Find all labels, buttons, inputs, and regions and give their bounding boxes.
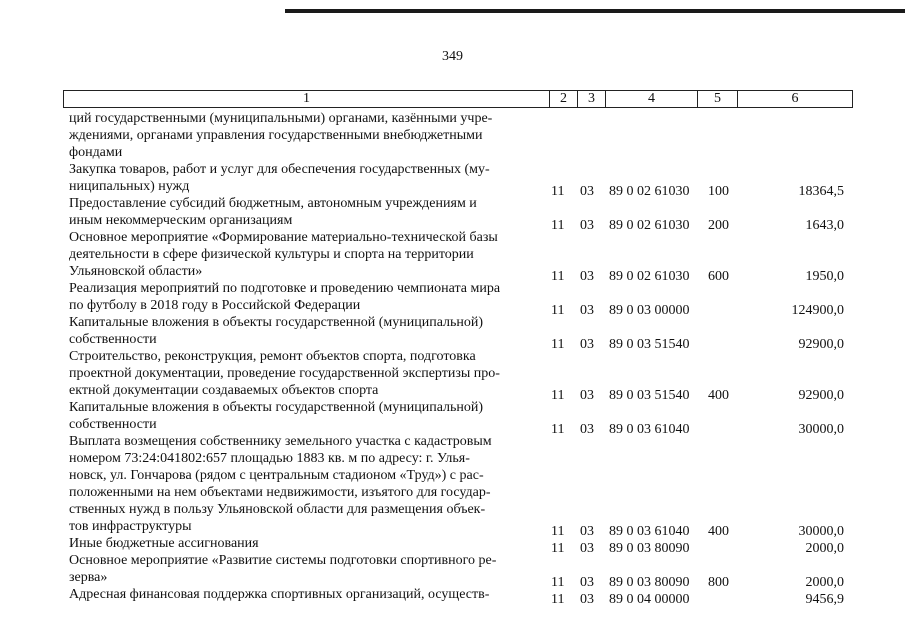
row-name [69, 161, 540, 195]
row-name-line: ниципальных) нужд [69, 179, 190, 194]
row-subsection: 03 [580, 388, 594, 403]
row-name-line: зерва» [69, 570, 108, 585]
header-col-name: 1 [64, 91, 550, 108]
row-amount: 30000,0 [798, 524, 844, 539]
row-amount: 1950,0 [805, 269, 844, 284]
row-name [69, 535, 540, 552]
table-row [0, 399, 905, 437]
row-name-line: Основное мероприятие «Формирование материально-технической базы [69, 230, 498, 245]
row-amount: 30000,0 [798, 422, 844, 437]
row-name [69, 314, 540, 348]
row-name [69, 586, 540, 603]
row-name-line: Капитальные вложения в объекты государственной (муниципальной) [69, 315, 484, 330]
row-subsection: 03 [580, 269, 594, 284]
row-expense-type: 600 [708, 269, 729, 284]
row-name [69, 552, 540, 586]
row-name-line: Предоставление субсидий бюджетным, автономным учреждениям и [69, 196, 477, 211]
row-subsection: 03 [580, 184, 594, 199]
table-row [0, 314, 905, 352]
row-target-article: 89 0 02 61030 [609, 218, 690, 233]
row-expense-type: 800 [708, 575, 729, 590]
row-name-line: собственности [69, 417, 157, 432]
row-amount: 124900,0 [791, 303, 844, 318]
header-col-expense-type: 5 [698, 91, 738, 108]
row-name [69, 433, 540, 535]
row-target-article: 89 0 02 61030 [609, 269, 690, 284]
row-expense-type: 200 [708, 218, 729, 233]
row-name [69, 195, 540, 229]
row-name [69, 399, 540, 433]
row-name-line: Ульяновской области» [69, 264, 203, 279]
row-name-line: Адресная финансовая поддержка спортивных организаций, осуществ- [69, 587, 490, 602]
row-name-line: Основное мероприятие «Развитие системы подготовки спортивного ре- [69, 553, 497, 568]
row-name-line: деятельности в сфере физической культуры и спорта на территории [69, 247, 474, 262]
row-amount: 18364,5 [798, 184, 844, 199]
row-subsection: 03 [580, 337, 594, 352]
column-header-table [63, 90, 853, 108]
row-target-article: 89 0 03 51540 [609, 337, 690, 352]
table-row [0, 195, 905, 233]
row-section: 11 [551, 524, 565, 539]
row-target-article: 89 0 03 61040 [609, 524, 690, 539]
row-name-line: Закупка товаров, работ и услуг для обеспечения государственных (му- [69, 162, 490, 177]
table-row [0, 280, 905, 318]
row-name-line: иным некоммерческим организациям [69, 213, 293, 228]
row-section: 11 [551, 422, 565, 437]
row-amount: 2000,0 [805, 575, 844, 590]
row-name [69, 348, 540, 399]
row-name [69, 280, 540, 314]
row-target-article: 89 0 03 80090 [609, 541, 690, 556]
row-name-line: Реализация мероприятий по подготовке и проведению чемпионата мира [69, 281, 501, 296]
row-name-line: Иные бюджетные ассигнования [69, 536, 259, 551]
row-name-line: фондами [69, 145, 123, 160]
row-subsection: 03 [580, 541, 594, 556]
row-subsection: 03 [580, 303, 594, 318]
row-name-line: ций государственными (муниципальными) органами, казёнными учре- [69, 111, 493, 126]
row-name-line: тов инфраструктуры [69, 519, 192, 534]
row-name-line: положенными на нем объектами недвижимости, изъятого для государ- [69, 485, 491, 500]
row-name-line: ектной документации создаваемых объектов спорта [69, 383, 379, 398]
row-name [69, 229, 540, 280]
row-section: 11 [551, 218, 565, 233]
header-col-target-article: 4 [606, 91, 698, 108]
table-row [0, 552, 905, 590]
table-row [0, 161, 905, 199]
row-amount: 9456,9 [805, 592, 844, 607]
row-name [69, 110, 540, 161]
row-name-line: новск, ул. Гончарова (рядом с центральным стадионом «Труд») с рас- [69, 468, 484, 483]
row-name-line: проектной документации, проведение государственной экспертизы про- [69, 366, 500, 381]
row-section: 11 [551, 592, 565, 607]
row-section: 11 [551, 337, 565, 352]
row-name-line: Капитальные вложения в объекты государственной (муниципальной) [69, 400, 484, 415]
row-section: 11 [551, 388, 565, 403]
row-section: 11 [551, 184, 565, 199]
row-target-article: 89 0 02 61030 [609, 184, 690, 199]
header-col-section: 2 [550, 91, 578, 108]
row-name-line: по футболу в 2018 году в Российской Федерации [69, 298, 361, 313]
column-header-row [64, 91, 853, 108]
row-name-line: ственных нужд в пользу Ульяновской области для размещения объек- [69, 502, 486, 517]
row-expense-type: 100 [708, 184, 729, 199]
row-name-line: собственности [69, 332, 157, 347]
row-section: 11 [551, 269, 565, 284]
row-name-line: ждениями, органами управления государственными внебюджетными [69, 128, 483, 143]
table-row [0, 348, 905, 403]
header-col-subsection: 3 [578, 91, 606, 108]
page-number: 349 [442, 49, 463, 64]
row-amount: 92900,0 [798, 337, 844, 352]
row-target-article: 89 0 04 00000 [609, 592, 690, 607]
row-amount: 92900,0 [798, 388, 844, 403]
row-subsection: 03 [580, 575, 594, 590]
row-section: 11 [551, 303, 565, 318]
row-subsection: 03 [580, 524, 594, 539]
row-subsection: 03 [580, 592, 594, 607]
row-expense-type: 400 [708, 388, 729, 403]
row-target-article: 89 0 03 61040 [609, 422, 690, 437]
row-target-article: 89 0 03 51540 [609, 388, 690, 403]
row-name-line: Строительство, реконструкция, ремонт объектов спорта, подготовка [69, 349, 476, 364]
row-section: 11 [551, 541, 565, 556]
row-amount: 2000,0 [805, 541, 844, 556]
table-row [0, 535, 905, 556]
table-row [0, 586, 905, 607]
top-rule [285, 9, 905, 13]
row-target-article: 89 0 03 80090 [609, 575, 690, 590]
row-section: 11 [551, 575, 565, 590]
table-row [0, 110, 905, 161]
row-name-line: Выплата возмещения собственнику земельного участка с кадастровым [69, 434, 492, 449]
row-target-article: 89 0 03 00000 [609, 303, 690, 318]
row-expense-type: 400 [708, 524, 729, 539]
header-col-amount: 6 [738, 91, 853, 108]
table-row [0, 433, 905, 539]
row-name-line: номером 73:24:041802:657 площадью 1883 кв. м по адресу: г. Улья- [69, 451, 470, 466]
table-row [0, 229, 905, 284]
row-subsection: 03 [580, 422, 594, 437]
row-subsection: 03 [580, 218, 594, 233]
row-amount: 1643,0 [805, 218, 844, 233]
